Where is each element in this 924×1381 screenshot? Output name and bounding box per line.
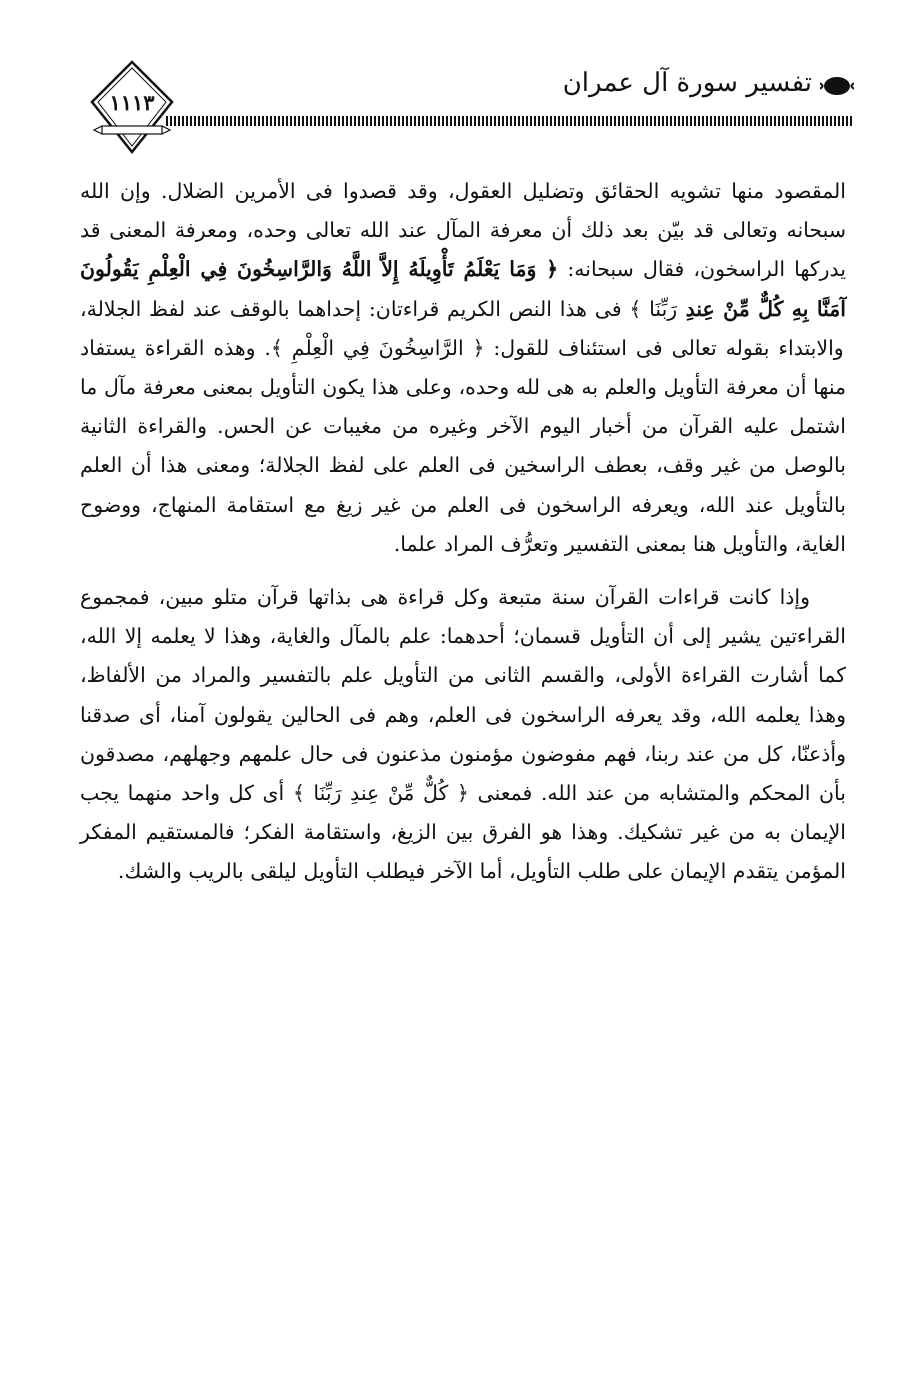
- text-line: تشكيك. وهذا هو الفرق بين الزيغ، واستقامة الفكر؛ فالمستقيم المفكر المؤمن: [80, 820, 846, 884]
- page-number: ١١١٣: [109, 90, 155, 115]
- ornament-icon: [820, 74, 854, 98]
- running-title: تفسير سورة آل عمران: [562, 68, 812, 98]
- text-line: معرفة مآل ما اشتمل عليه القرآن من أخبار اليوم الآخر وغيره من مغيبات عن: [80, 375, 846, 439]
- text-line: المقصود منها تشويه الحقائق وتضليل العقول، وقد قصدوا فى الأمرين الضلال.: [150, 179, 846, 203]
- text-line: ومعرفة المعنى قد يدركها الراسخون، فقال سبحانه:: [80, 218, 846, 282]
- text-line: وهذا لا يعلمه إلا الله، كما أشارت القراءة الأولى، والقسم الثانى من التأويل علم: [80, 624, 846, 688]
- text-line: وإذا كانت قراءات القرآن سنة متبعة وكل قراءة هى بذاتها قرآن متلو مبين،: [149, 585, 810, 610]
- text-line: من غير زيغ مع استقامة المنهاج، ووضوح الغاية، والتأويل هنا بمعنى التفسير: [80, 492, 846, 556]
- paragraph: [80, 172, 846, 564]
- text-line: منها أن معرفة التأويل والعلم به هى لله وحده، وعلى هذا يكون التأويل بمعنى: [195, 375, 847, 400]
- text-line: بالتفسير والمراد من الألفاظ، وهذا يعلمه الله، وقد يعرفه الراسخون فى العلم،: [80, 663, 847, 727]
- text-line: وتعرُّف المراد علما.: [393, 531, 559, 556]
- text-line: الحس. والقراءة الثانية بالوصل من غير وقف، بعطف الراسخين فى العلم على: [80, 414, 847, 478]
- text-line: وإن الله سبحانه وتعالى قد بيّن بعد ذلك أن معرفة المآل عند الله تعالى وحده،: [80, 179, 846, 243]
- body-text: [80, 172, 846, 892]
- text-line: مؤمنون مذعنون فى حال علمهم وجهلهم، مصدقون بأن المحكم والمتشابه من عند: [80, 741, 846, 806]
- text-line: لفظ الجلالة؛ ومعنى هذا أن العلم بالتأويل عند الله، ويعرفه الراسخون فى العلم: [80, 453, 847, 517]
- text-line: وهم فى الحالين يقولون آمنا، أى صدقنا وأذعنّا، كل من عند ربنا، فهم مفوضون: [80, 702, 846, 766]
- text-line: الله. فمعنى ﴿ كُلٌّ مِّنْ عِندِ رَبِّنَا ﴾ أى كل واحد منهما يجب الإيمان به من غير: [80, 781, 847, 845]
- text-line: رَبِّنَا ﴾ فى هذا النص الكريم قراءتان: إحداهما بالوقف عند لفظ الجلالة، والابتداء: [80, 296, 844, 360]
- quran-verse: ﴿ وَمَا يَعْلَمُ تَأْوِيلَهُ إِلاَّ اللَّهُ وَالرَّاسِخُونَ فِي الْعِلْمِ يَقُولُونَ آمَنَّا بِهِ كُلٌّ مِّنْ عِندِ: [80, 257, 846, 321]
- text-line: بقوله تعالى فى استئناف للقول: ﴿ الرَّاسِخُونَ فِي الْعِلْمِ ﴾. وهذه القراءة يستفاد: [80, 335, 770, 360]
- paragraph: [80, 578, 846, 892]
- header-rule: [166, 116, 854, 126]
- text-line: والشك.: [117, 859, 182, 884]
- text-line: فمجموع القراءتين يشير إلى أن التأويل قسمان؛ أحدهما: علم بالمآل والغاية،: [80, 585, 847, 649]
- text-line: يتقدم الإيمان على طلب التأويل، أما الآخر فيطلب التأويل ليلقى بالريب: [181, 859, 779, 884]
- page-header: [88, 60, 854, 160]
